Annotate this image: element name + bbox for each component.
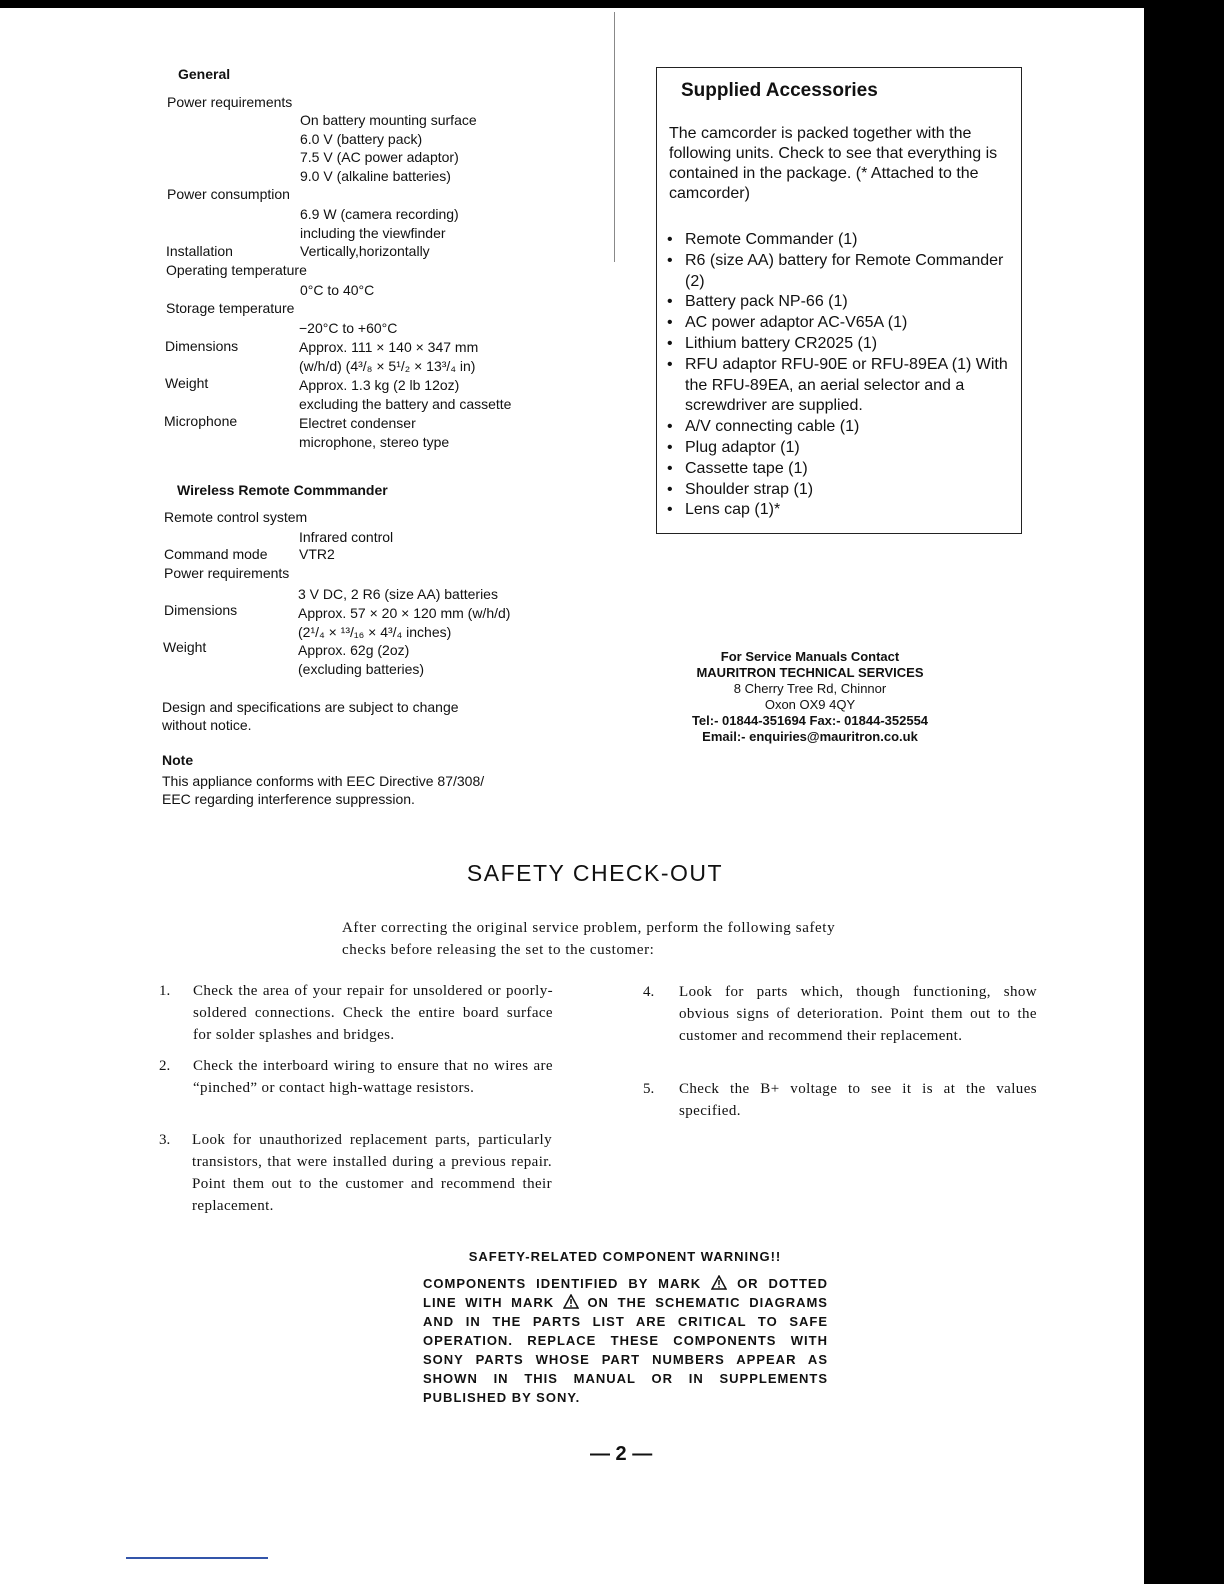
design-note: Design and specifications are subject to change without notice. [162, 699, 459, 733]
column-divider [614, 12, 615, 262]
note-heading: Note [162, 752, 194, 768]
step-number: 2. [159, 1058, 171, 1074]
note-text: This appliance conforms with EEC Directive 87/308/ EEC regarding interference suppression. [162, 773, 485, 807]
caution-triangle-icon [563, 1294, 579, 1309]
step-text: Check the area of your repair for unsoldered or poorly-soldered connections. Check the entire board surface for solder splashes and bridges. [193, 983, 553, 1043]
general-heading: General [178, 66, 231, 82]
command-mode-value: VTR2 [299, 546, 335, 562]
warning-title: SAFETY-RELATED COMPONENT WARNING!! [468, 1249, 782, 1264]
step-number: 1. [159, 983, 171, 999]
list-item: • RFU adaptor RFU-90E or RFU-89EA (1) With the RFU-89EA, an aerial selector and a screwdriver are supplied. [667, 355, 1008, 415]
power-requirements-values: On battery mounting surface 6.0 V (battery pack) 7.5 V (AC power adaptor) 9.0 V (alkaline batteries) [300, 112, 477, 184]
step-text: Check the B+ voltage to see it is at the values specified. [679, 1081, 1037, 1119]
step-number: 4. [643, 984, 655, 1000]
installation-label: Installation [166, 243, 233, 259]
remote-dimensions-label: Dimensions [164, 602, 238, 618]
list-item: • Battery pack NP-66 (1) [667, 293, 848, 311]
power-consumption-label: Power consumption [167, 186, 290, 202]
top-border [0, 0, 1224, 8]
remote-power-label: Power requirements [164, 565, 290, 581]
weight-values: Approx. 1.3 kg (2 lb 12oz) excluding the battery and cassette [299, 377, 512, 412]
remote-weight-label: Weight [163, 639, 207, 655]
accessories-intro: The camcorder is packed together with the following units. Check to see that everything is contained in the package. (* Attached to the camcorder) [669, 125, 998, 202]
command-mode-label: Command mode [164, 546, 268, 562]
list-item: • R6 (size AA) battery for Remote Commander (2) [667, 251, 1004, 290]
page-number: — 2 — [590, 1443, 653, 1465]
storage-temperature-value: −20°C to +60°C [299, 320, 398, 336]
storage-temperature-label: Storage temperature [166, 300, 295, 316]
bottom-rule [126, 1557, 268, 1559]
safety-intro: After correcting the original service problem, perform the following safety checks before releasing the set to the customer: [342, 920, 836, 958]
weight-label: Weight [165, 375, 209, 391]
installation-value: Vertically,horizontally [300, 243, 430, 259]
remote-system-value: Infrared control [299, 529, 394, 545]
step-text: Check the interboard wiring to ensure that no wires are “pinched” or contact high-wattage resistors. [193, 1058, 553, 1096]
microphone-values: Electret condenser microphone, stereo type [299, 415, 450, 450]
remote-weight-values: Approx. 62g (2oz) (excluding batteries) [298, 642, 425, 677]
microphone-label: Microphone [164, 413, 238, 429]
dimensions-values: Approx. 111 × 140 × 347 mm (w/h/d) (4³/₈ × 5¹/₂ × 13³/₄ in) [299, 339, 479, 374]
step-number: 3. [159, 1132, 171, 1148]
accessories-list [667, 230, 1017, 521]
list-item: • Lens cap (1)* [667, 501, 781, 519]
step-number: 5. [643, 1081, 655, 1097]
operating-temperature-label: Operating temperature [166, 262, 307, 278]
remote-heading: Wireless Remote Commmander [177, 482, 388, 498]
accessories-title: Supplied Accessories [681, 80, 878, 101]
dimensions-label: Dimensions [165, 338, 239, 354]
list-item: • Lithium battery CR2025 (1) [667, 334, 878, 352]
remote-dimensions-values: Approx. 57 × 20 × 120 mm (w/h/d) (2¹/₄ × ¹³/₁₆ × 4³/₄ inches) [298, 605, 511, 640]
power-consumption-values: 6.9 W (camera recording) including the viewfinder [300, 206, 459, 241]
service-contact: For Service Manuals Contact MAURITRON TECHNICAL SERVICES 8 Cherry Tree Rd, Chinnor Oxon OX9 4QY Tel:- 01844-351694 Fax:- 01844-352554 Email:- enquiries@mauritron.co.uk [691, 649, 929, 744]
safety-title: SAFETY CHECK-OUT [466, 860, 724, 886]
remote-system-label: Remote control system [164, 509, 308, 525]
step-text: Look for unauthorized replacement parts, particularly transistors, that were installed during a previous repair. Point them out to the customer and recommend their replacement. [192, 1132, 552, 1214]
list-item: • A/V connecting cable (1) [667, 418, 860, 436]
list-item: • Shoulder strap (1) [667, 480, 814, 498]
right-border [1144, 0, 1224, 1584]
supplied-accessories-box [656, 67, 1022, 534]
list-item: • Remote Commander (1) [667, 231, 858, 248]
caution-triangle-icon [711, 1275, 727, 1290]
remote-power-value: 3 V DC, 2 R6 (size AA) batteries [298, 586, 498, 602]
warning-body: COMPONENTS IDENTIFIED BY MARK OR DOTTED LINE WITH MARK ON THE SCHEMATIC DIAGRAMS AND IN THE PARTS LIST ARE CRITICAL TO SAFE OPERATION. REPLACE THESE COMPONENTS WITH SONY PARTS WHOSE PART NUMBERS APPEAR AS SHOWN IN THIS MANUAL OR IN SUPPLEMENTS PUBLISHED BY SONY. [423, 1276, 828, 1405]
operating-temperature-value: 0°C to 40°C [300, 282, 375, 298]
power-requirements-label: Power requirements [167, 94, 293, 110]
step-text: Look for parts which, though functioning, show obvious signs of deterioration. Point them out to the customer and recommend their replacement. [679, 984, 1037, 1044]
list-item: • Plug adaptor (1) [667, 438, 800, 456]
list-item: • AC power adaptor AC-V65A (1) [667, 314, 908, 332]
list-item: • Cassette tape (1) [667, 459, 808, 477]
